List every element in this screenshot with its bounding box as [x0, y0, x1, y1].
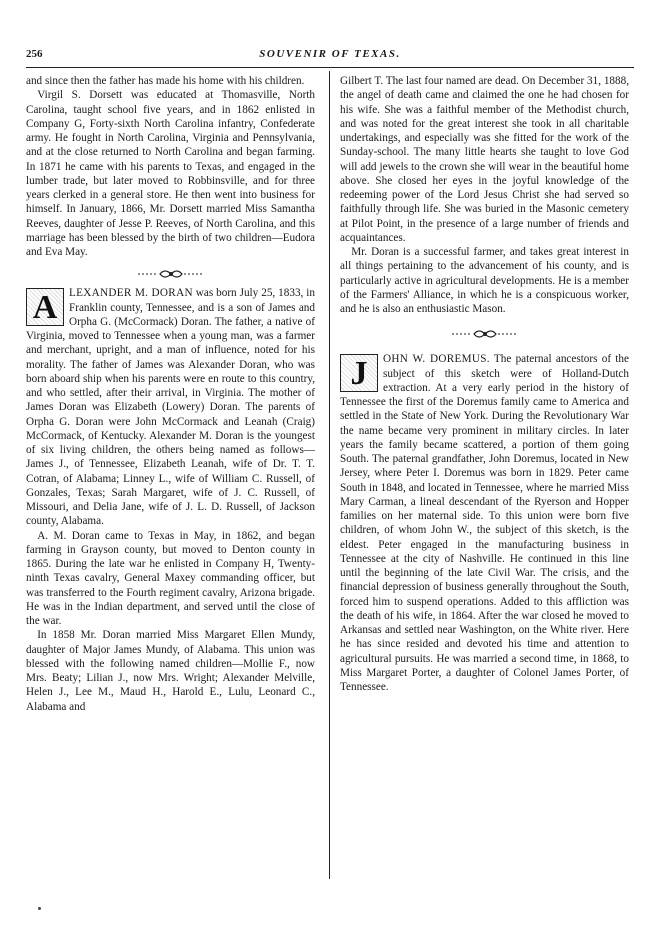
- left-column: [26, 74, 315, 714]
- doran-family-continuation: Gilbert T. The last four named are dead. On December 31, 1888, the angel of death came and claimed the one he had chosen for his wife. She was a faithful member of the Methodist church, and was noted for the great interest she took in all charitable undertakings, and especially was she fitted for the work of the Sunday-school. The many little hearts she taught to love God will add jewels to the crown she will wear in the beautiful home above. She closed her eyes in the joyful knowledge of the redeeming power of the Lord Jesus Christ she had served so faithfully through life. She was buried in the Masonic cemetery at Pilot Point, in the presence of a large number of friends and acquaintances.: [340, 75, 629, 244]
- doran-texas-paragraph: A. M. Doran came to Texas in May, in 1862, and began farming in Grayson county, but moved to Denton county in 1865. During the late war he enlisted in Company H, Twenty-ninth Texas cavalry, General Maxey commanding officer, but was transferred to the Fourth regiment cavalry, Arizona brigade. He was in the Indian department, and served until the close of the war.: [26, 529, 315, 627]
- decorated-initial-j: J: [340, 354, 378, 392]
- doran-farmer-paragraph: Mr. Doran is a successful farmer, and takes great interest in all things pertaining to the advancement of his county, and is particularly active in agricultural developments. He is a member of the Farmers' Alliance, in which he is a conspicuous worker, and he is also an enthusiastic Mason.: [340, 246, 629, 315]
- dorsett-biography-paragraph: Virgil S. Dorsett was educated at Thomasville, North Carolina, taught school five years, and in 1862 enlisted in Company G, Forty-sixth North Carolina infantry, Confederate army. He fought in North Carolina, Virginia and Pennsylvania, and at the close returned to North Carolina and began farming. In 1871 he came with his parents to Texas, and engaged in the lumber trade, but later moved to Robbinsville, and for three years clerked in a general store. He then went into business for himself. In January, 1866, Mr. Dorsett married Miss Samantha Reeves, daughter of Jesse P. Reeves, of North Carolina, and this marriage has been blessed by the birth of two children—Eudora and Eva May.: [26, 89, 315, 258]
- ornament-divider-icon: [340, 328, 629, 340]
- page-number: 256: [26, 48, 43, 60]
- right-column: [340, 74, 629, 694]
- column-divider: [329, 71, 330, 879]
- doremus-biography: [340, 352, 629, 694]
- page-header: [26, 48, 634, 64]
- header-rule: [26, 67, 634, 68]
- dorsett-closing-paragraph: and since then the father has made his home with his children.: [26, 75, 305, 87]
- running-title: SOUVENIR OF TEXAS.: [259, 48, 401, 60]
- doran-biography-intro: [26, 286, 315, 528]
- doremus-biography-text: The paternal ancestors of the subject of this sketch were of Holland-Dutch extraction. At a very early period in the history of Tennessee the first of the Doremus family came to America and settled in the State of New York. During the Revolutionary War the name became very prominent in military circles. In later years the family became scattered, a portion of them going South. The paternal grandfather, John Doremus, located in New Jersey, where Peter I. Doremus was born in 1829. Peter came South in 1848, and located in Tennessee, where he married Miss Mary Carman, a lineal descendant of the Ryerson and Hopper families on her maternal side. To this union were born five children, of whom John W., the subject of this sketch, is the eldest. Peter engaged in the manufacturing business in Tennessee at the city of Nashville. He continued in this line until the beginning of the late Civil War. The crisis, and the financial depression of business generally throughout the South, forced him to suspend operations. Added to this affliction was the death of his wife, in 1864. After the war closed he moved to Arkansas and settled near Washington, on the White river. Here he has since resided and devoted his time and attention to agricultural pursuits. He was married a second time, in 1868, to Miss Margaret Porter, a daughter of Colonel James Porter, of Tennessee.: [340, 353, 629, 693]
- doran-name-lead: LEXANDER M. DORAN: [69, 287, 193, 300]
- ornament-divider-icon: [26, 268, 315, 280]
- ink-speck: [38, 907, 41, 910]
- decorated-initial-a: A: [26, 288, 64, 326]
- doremus-name-lead: OHN W. DOREMUS.: [383, 353, 490, 366]
- doran-intro-text: was born July 25, 1833, in Franklin county, Tennessee, and is a son of James and Orpha G. (McCormack) Doran. The father, a native of Virginia, moved to Tennessee when a young man, was a farmer and merchant, upright, and a man of influence, noted for his morality. The father of James was Alexander Doran, who was born aboard ship when his parents were en route to this country, and who settled, after their arrival, in Virginia. The mother of James Doran was Elizabeth (Lowery) Doran. The parents of Orpha G. Doran were John McCormack and Leanah (Craig) McCormack, of Kentucky. Alexander M. Doran is the youngest of six living children, the others being named as follows—James J., of Tennessee, Elizabeth Leanah, wife of Dr. T. T. Cotran, of Alabama; Linney L., wife of William C. Russell, of Gonzales, Texas; Sarah Margaret, wife of J. C. Russell, of Missouri, and Delia Jane, wife of J. L. D. Russell, of Jackson county, Alabama.: [26, 287, 315, 528]
- doran-marriage-paragraph: In 1858 Mr. Doran married Miss Margaret Ellen Mundy, daughter of Major James Mundy, of Alabama. This union was blessed with the following named children—Mollie F., now Mrs. Beaty; Lilian J., now Mrs. Wright; Alexander Melville, Helen J., Lee M., Maud H., Harold E., Lulu, Leonard C., Alabama and: [26, 629, 315, 713]
